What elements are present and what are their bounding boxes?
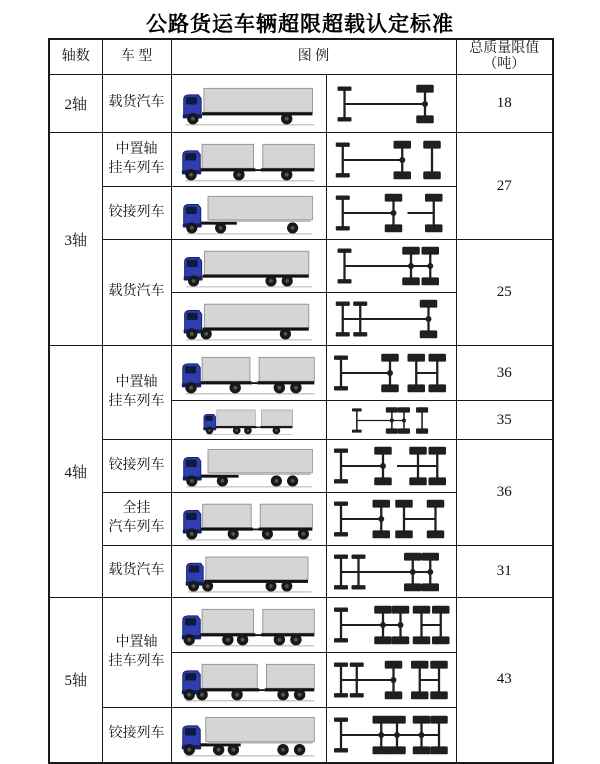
truck-illustration-cell [171,401,326,440]
weight-limit-cell: 35 [456,401,553,440]
axle-count-cell: 3轴 [49,133,102,346]
axle-diagram-icon [332,83,450,125]
vehicle-type-label: 中置轴 [115,634,158,650]
axle-diagram-icon [332,551,450,593]
truck-illustration-cell [171,75,326,133]
axle-diagram-icon [332,445,450,487]
axle-diagram-cell [326,187,456,240]
truck-icon [178,81,320,127]
truck-illustration-cell [171,240,326,293]
vehicle-type-cell [102,546,171,598]
weight-limit-cell: 36 [456,440,553,546]
table-row [49,440,553,493]
vehicle-type-label: 汽车列车 [108,520,165,535]
weight-limit-cell: 31 [456,546,553,598]
truck-icon [200,405,297,436]
axle-diagram-cell [326,293,456,346]
truck-icon [178,657,320,703]
truck-icon [178,137,320,183]
table-row [49,75,553,133]
axle-diagram-icon [332,245,450,287]
vehicle-type-label: 铰接列车 [108,204,165,220]
axle-diagram-cell [326,401,456,440]
truck-illustration-cell [171,653,326,708]
vehicle-type-label: 铰接列车 [108,457,165,473]
truck-illustration-cell [171,598,326,653]
axle-diagram-icon [332,139,450,181]
truck-icon [181,550,317,594]
truck-illustration-cell [171,187,326,240]
weight-limit-cell: 18 [456,75,553,133]
weight-limit-cell: 43 [456,598,553,763]
table-row [49,546,553,598]
truck-icon [179,444,318,489]
truck-icon [178,712,320,758]
truck-illustration-cell [171,440,326,493]
axle-diagram-icon [332,298,450,340]
axle-diagram-cell [326,440,456,493]
truck-icon [179,297,318,342]
axle-diagram-cell [326,653,456,708]
truck-illustration-cell [171,346,326,401]
vehicle-type-cell [102,440,171,493]
weight-limit-cell: 36 [456,346,553,401]
header-axle-count: 轴数 [49,39,102,75]
vehicle-type-label: 挂车列车 [108,393,165,409]
axle-diagram-cell [326,546,456,598]
weight-limit-cell: 25 [456,240,553,346]
axle-diagram-icon [332,714,450,756]
vehicle-type-label: 中置轴 [115,374,158,390]
vehicle-type-label: 载货汽车 [108,284,165,300]
axle-diagram-cell [326,598,456,653]
axle-count-cell: 4轴 [49,346,102,598]
truck-illustration-cell [171,708,326,763]
table-row [49,133,553,187]
table-body [49,75,553,763]
truck-icon [178,602,320,648]
vehicle-type-label: 挂车列车 [108,160,165,176]
weight-limit-cell: 27 [456,133,553,240]
axle-diagram-icon [332,352,450,394]
vehicle-type-label: 载货汽车 [108,95,165,111]
truck-illustration-cell [171,546,326,598]
axle-diagram-cell [326,493,456,546]
header-weight-limit-line2: （吨） [483,57,526,72]
page-title: 公路货运车辆超限超载认定标准 [146,12,454,36]
vehicle-type-label: 中置轴 [115,141,158,157]
vehicle-type-cell [102,187,171,240]
table-row [49,598,553,653]
axle-diagram-cell [326,75,456,133]
vehicle-type-cell [102,133,171,187]
vehicle-type-cell [102,493,171,546]
axle-diagram-icon [332,498,450,540]
truck-illustration-cell [171,493,326,546]
truck-icon [179,191,318,236]
axle-count-cell: 5轴 [49,598,102,763]
vehicle-type-cell [102,75,171,133]
header-weight-limit [456,39,553,75]
vehicle-type-label: 全挂 [122,501,151,517]
table-row [49,240,553,293]
axle-diagram-icon [332,604,450,646]
truck-illustration-cell [171,133,326,187]
vehicle-type-label: 铰接列车 [108,726,165,742]
header-vehicle-type: 车 型 [102,39,171,75]
header-legend: 图 例 [171,39,456,75]
header-weight-limit-line1: 总质量限值 [469,40,540,56]
axle-diagram-cell [326,346,456,401]
truck-icon [179,497,318,542]
vehicle-type-cell [102,708,171,763]
axle-diagram-icon [332,192,450,234]
axle-diagram-icon [332,659,450,701]
truck-icon [178,350,320,396]
axle-count-cell: 2轴 [49,75,102,133]
truck-illustration-cell [171,293,326,346]
header-row [49,39,553,75]
vehicle-type-label: 挂车列车 [108,653,165,669]
vehicle-type-cell [102,598,171,708]
axle-diagram-cell [326,133,456,187]
vehicle-type-label: 载货汽车 [108,563,165,579]
overload-standards-table [48,38,554,764]
axle-diagram-cell [326,708,456,763]
vehicle-type-cell [102,346,171,440]
axle-diagram-icon [350,406,433,435]
axle-diagram-cell [326,240,456,293]
vehicle-type-cell [102,240,171,346]
table-row [49,346,553,401]
truck-icon [179,244,318,289]
